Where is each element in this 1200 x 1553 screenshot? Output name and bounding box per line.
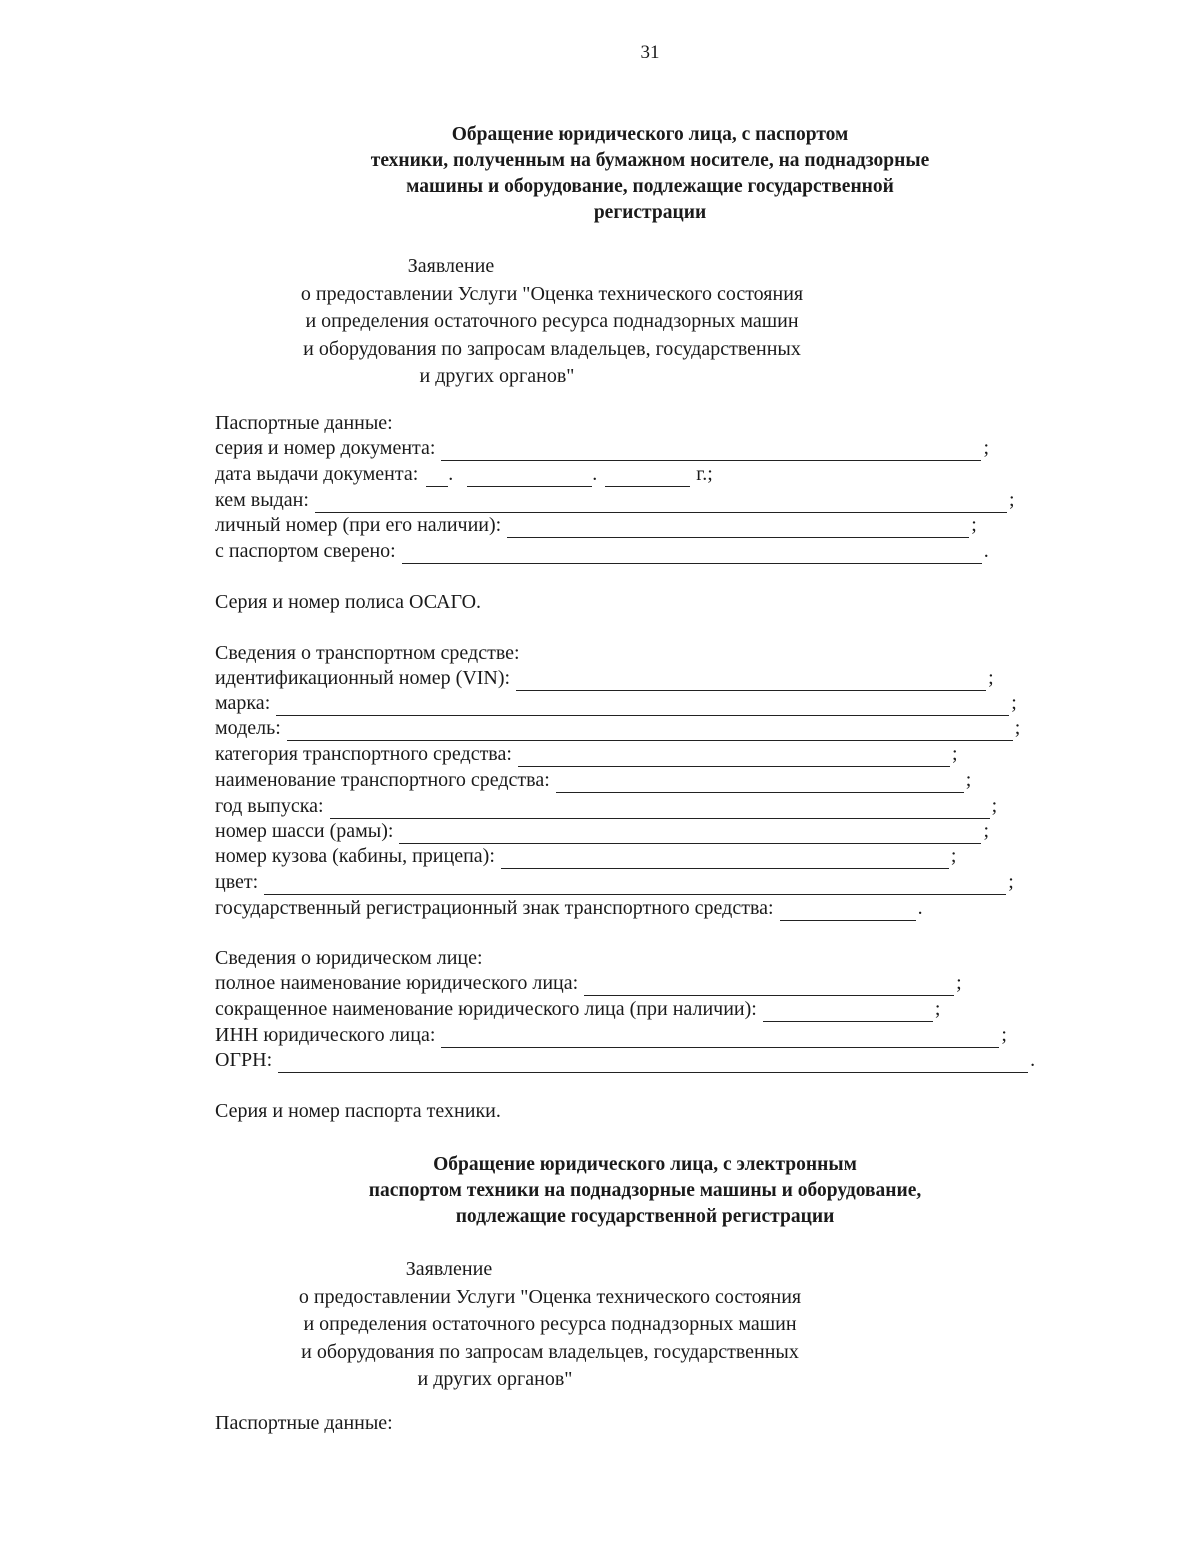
date-month-line[interactable]	[467, 467, 592, 487]
application-line: о предоставлении Услуги "Оценка технического состояния	[298, 1285, 802, 1308]
field-terminator: ;	[983, 437, 990, 459]
field-terminator: ;	[971, 514, 977, 536]
section1-title	[300, 122, 1000, 226]
field-body	[215, 843, 956, 869]
year-suffix: г.;	[696, 463, 713, 485]
field-terminator: ;	[965, 769, 972, 791]
field-brand	[215, 690, 1017, 716]
field-full-name	[215, 970, 962, 996]
field-terminator: ;	[950, 845, 957, 867]
section1-title-line: машины и оборудование, подлежащие государственной	[406, 176, 894, 197]
application-line: и оборудования по запросам владельцев, государственных	[301, 1340, 799, 1363]
section1-title-line: техники, полученным на бумажном носителе, на поднадзорные	[370, 150, 930, 171]
field-terminator: ;	[934, 998, 941, 1020]
section1-application	[252, 253, 852, 391]
fill-line[interactable]	[763, 1002, 933, 1022]
application-word: Заявление	[405, 1258, 493, 1280]
field-series-number	[215, 435, 989, 461]
date-separator: .	[592, 463, 598, 485]
field-inn	[215, 1022, 1007, 1048]
field-terminator: .	[983, 540, 989, 562]
application-word: Заявление	[407, 255, 495, 277]
field-terminator: ;	[983, 820, 989, 842]
fill-line[interactable]	[516, 671, 986, 691]
fill-line[interactable]	[501, 849, 949, 869]
field-label: серия и номер документа:	[215, 437, 436, 459]
fill-line[interactable]	[330, 799, 990, 819]
fill-line[interactable]	[441, 1028, 999, 1048]
fill-line[interactable]	[315, 493, 1007, 513]
application-line: и определения остаточного ресурса поднадзорных машин	[303, 1313, 797, 1335]
field-issued-by	[215, 487, 1015, 513]
field-vin	[215, 665, 994, 691]
date-year-line[interactable]	[605, 467, 690, 487]
field-terminator: ;	[951, 743, 958, 765]
field-vehicle-name	[215, 767, 971, 793]
page-number: 31	[640, 42, 660, 63]
section2-title	[295, 1152, 995, 1230]
application-line: и оборудования по запросам владельцев, государственных	[303, 337, 801, 360]
tech-passport-line: Серия и номер паспорта техники.	[215, 1100, 501, 1122]
section2-application	[250, 1256, 850, 1394]
field-chassis	[215, 818, 989, 844]
legal-heading: Сведения о юридическом лице:	[215, 947, 483, 969]
field-terminator: .	[1030, 1049, 1036, 1071]
field-label: наименование транспортного средства:	[215, 769, 550, 791]
section2-title-line: Обращение юридического лица, с электронным	[433, 1154, 857, 1175]
field-terminator: ;	[1008, 871, 1014, 893]
field-label: марка:	[215, 692, 271, 714]
fill-line[interactable]	[399, 824, 981, 844]
field-model	[215, 715, 1020, 741]
fill-line[interactable]	[584, 976, 954, 996]
fill-line[interactable]	[507, 518, 969, 538]
field-label: категория транспортного средства:	[215, 743, 512, 765]
field-terminator: ;	[1008, 489, 1015, 511]
field-terminator: ;	[1014, 717, 1021, 739]
field-label: с паспортом сверено:	[215, 540, 396, 562]
field-label: личный номер (при его наличии):	[215, 514, 502, 536]
field-terminator: .	[917, 897, 923, 919]
field-issue-date	[215, 461, 713, 487]
field-personal-number	[215, 512, 977, 538]
application-line: и других органов"	[417, 1368, 573, 1390]
field-label: номер кузова (кабины, прицепа):	[215, 845, 495, 867]
fill-line[interactable]	[556, 773, 964, 793]
field-terminator: ;	[956, 972, 962, 994]
osago-line: Серия и номер полиса ОСАГО.	[215, 591, 482, 613]
field-label: номер шасси (рамы):	[215, 820, 394, 842]
field-label: кем выдан:	[215, 489, 309, 511]
fill-line[interactable]	[287, 721, 1013, 741]
field-label: сокращенное наименование юридического лица (при наличии):	[215, 998, 757, 1020]
section1-title-line: Обращение юридического лица, с паспортом	[451, 124, 849, 145]
field-color	[215, 869, 1014, 895]
section2-title-line: паспортом техники на поднадзорные машины и оборудование,	[368, 1180, 922, 1201]
fill-line[interactable]	[518, 747, 950, 767]
field-label: модель:	[215, 717, 281, 739]
fill-line[interactable]	[278, 1053, 1028, 1073]
application-line: и других органов"	[419, 365, 575, 387]
application-line: о предоставлении Услуги "Оценка технического состояния	[300, 282, 804, 305]
field-category	[215, 741, 958, 767]
date-separator: .	[448, 463, 454, 485]
field-label: ИНН юридического лица:	[215, 1024, 436, 1046]
field-year	[215, 793, 997, 819]
section1-title-line: регистрации	[593, 202, 707, 223]
date-day-line[interactable]	[426, 467, 448, 487]
application-line: и определения остаточного ресурса поднадзорных машин	[305, 310, 799, 332]
field-verified	[215, 538, 989, 564]
field-reg-plate	[215, 895, 923, 921]
field-terminator: ;	[1001, 1024, 1007, 1046]
field-terminator: ;	[988, 667, 994, 689]
section2-title-line: подлежащие государственной регистрации	[455, 1206, 835, 1227]
field-terminator: ;	[991, 795, 998, 817]
fill-line[interactable]	[441, 441, 981, 461]
fill-line[interactable]	[402, 544, 982, 564]
fill-line[interactable]	[276, 696, 1009, 716]
field-label: ОГРН:	[215, 1049, 273, 1071]
passport-heading: Паспортные данные:	[215, 412, 393, 434]
field-label: полное наименование юридического лица:	[215, 972, 579, 994]
field-terminator: ;	[1011, 692, 1017, 714]
field-label: год выпуска:	[215, 795, 324, 817]
field-ogrn	[215, 1047, 1035, 1073]
fill-line[interactable]	[264, 875, 1006, 895]
fill-line[interactable]	[780, 901, 916, 921]
field-label: идентификационный номер (VIN):	[215, 667, 511, 689]
field-label: цвет:	[215, 871, 259, 893]
field-label: государственный регистрационный знак транспортного средства:	[215, 897, 774, 919]
vehicle-heading: Сведения о транспортном средстве:	[215, 642, 520, 664]
section2-passport-heading: Паспортные данные:	[215, 1412, 393, 1434]
field-label: дата выдачи документа:	[215, 463, 419, 485]
field-short-name	[215, 996, 940, 1022]
